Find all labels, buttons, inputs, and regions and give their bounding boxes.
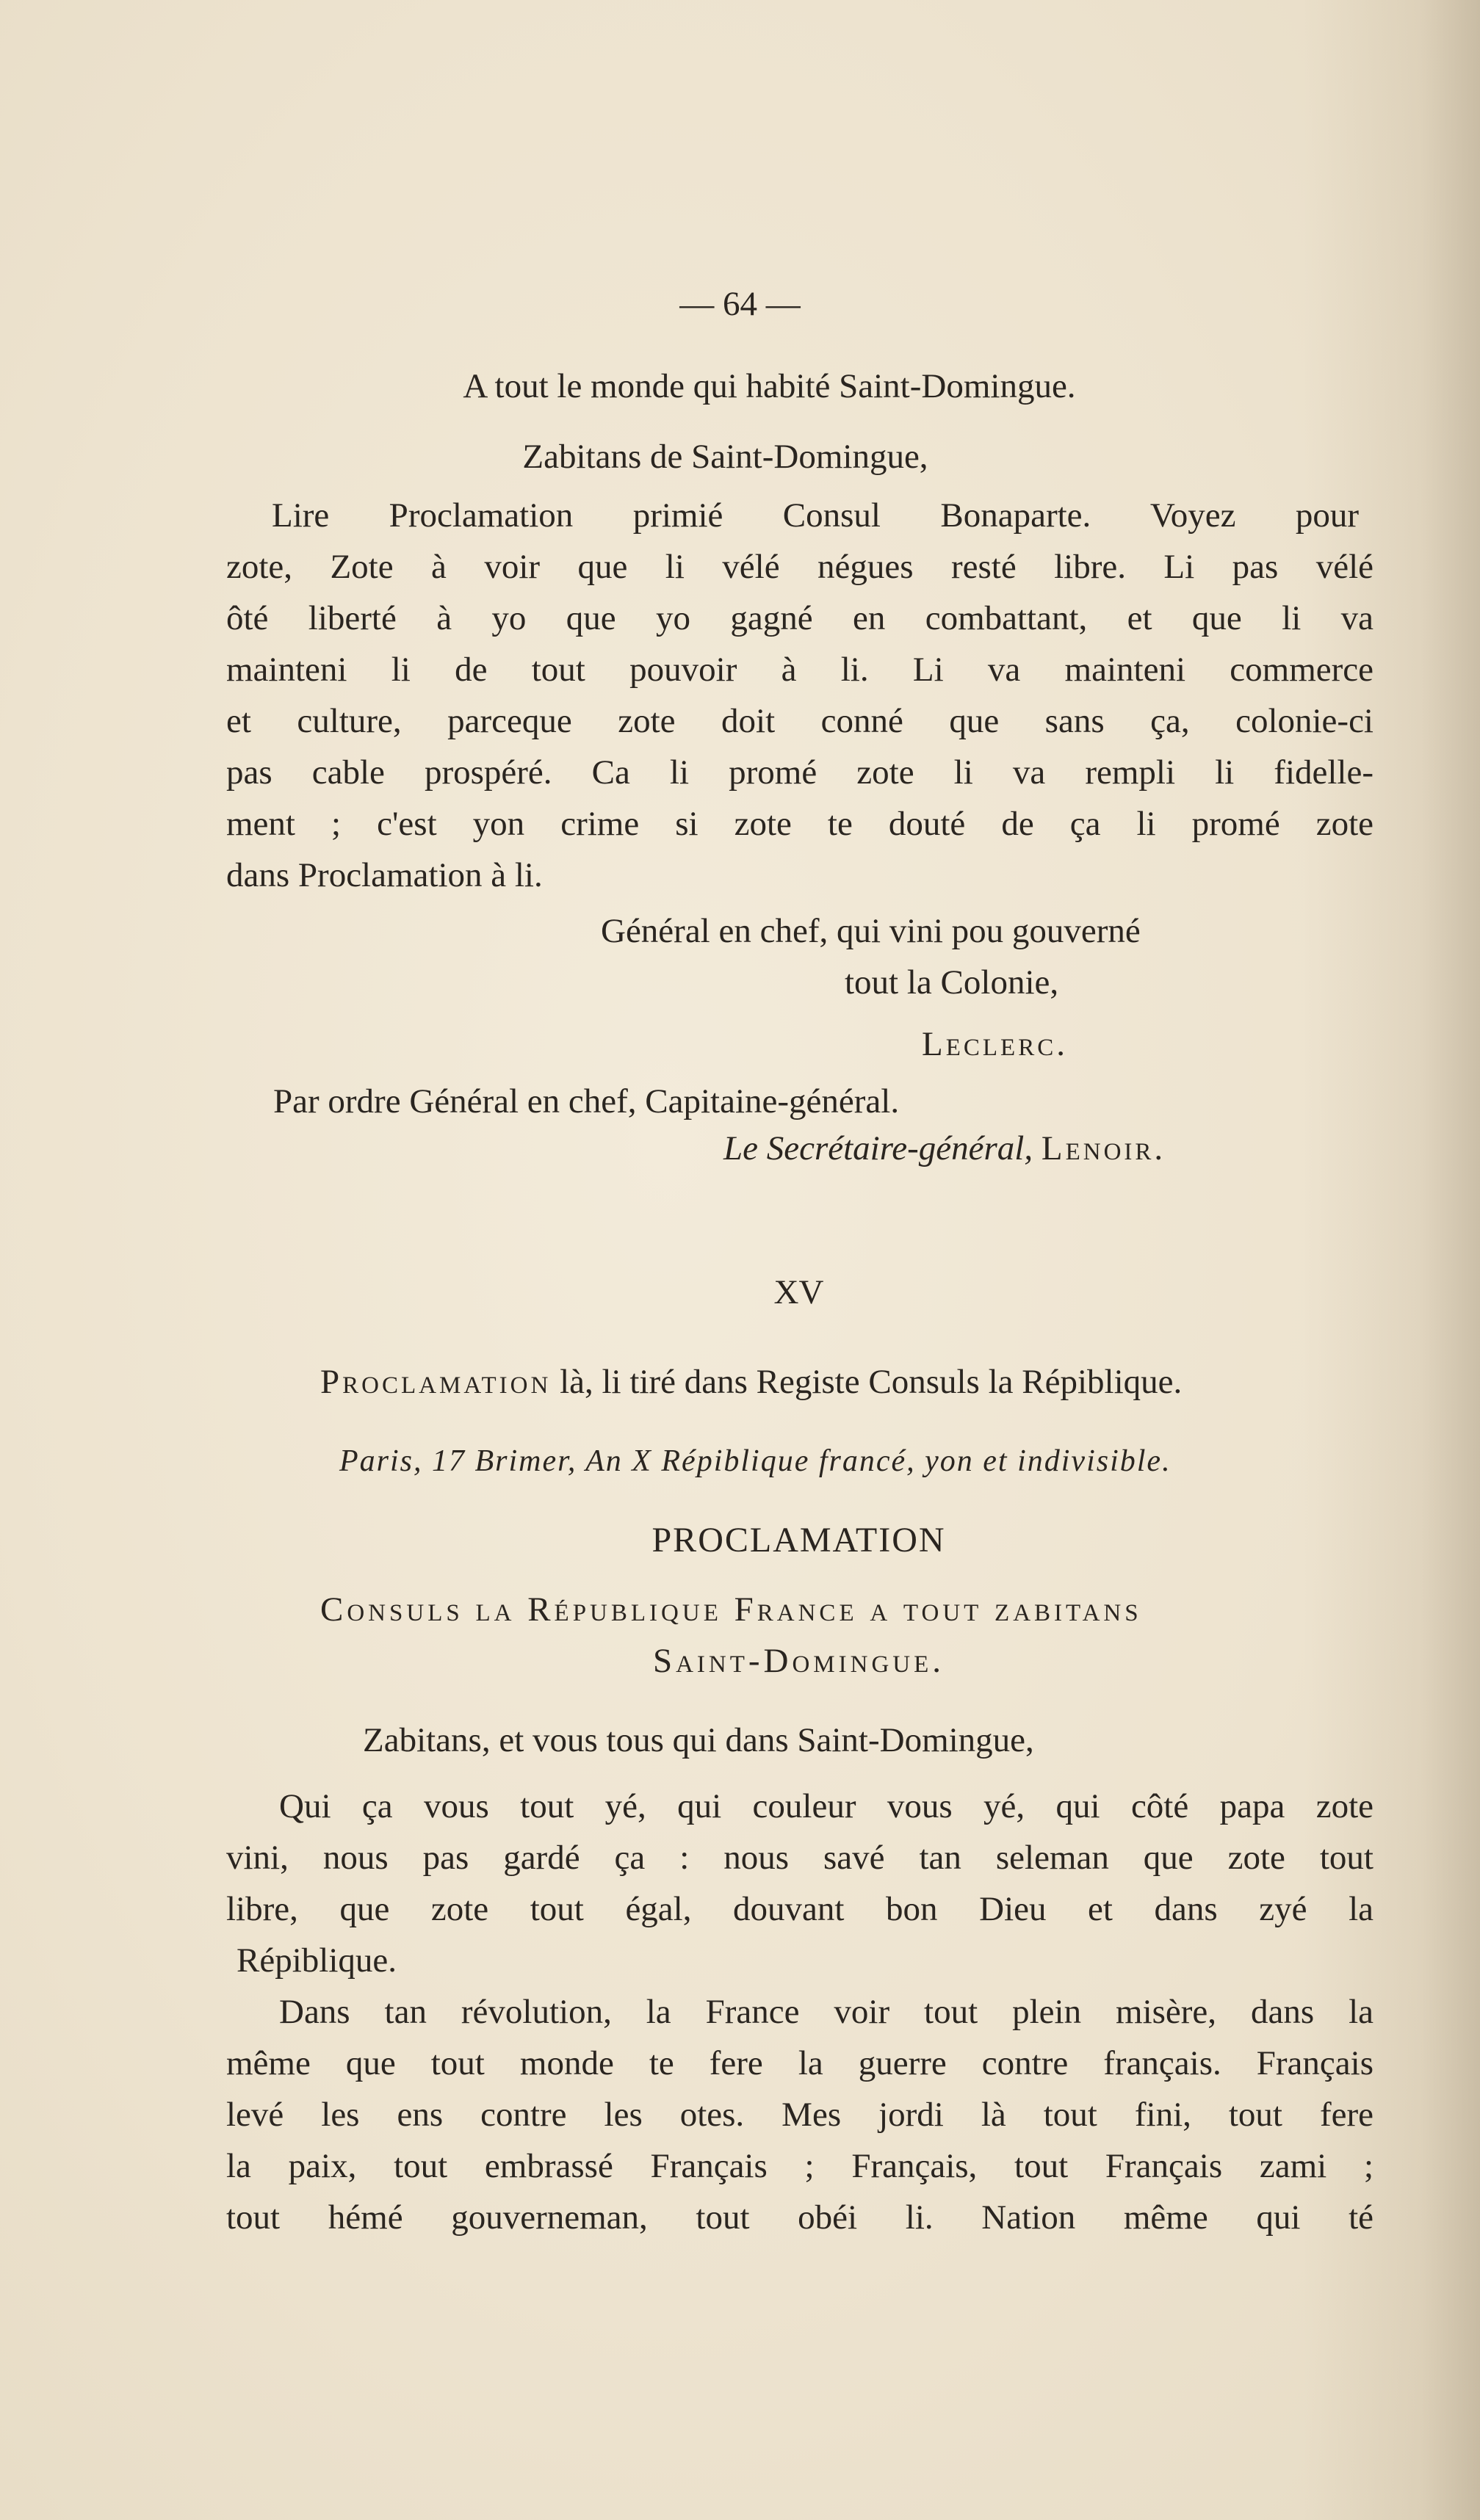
body-line-8: dans Proclamation à li. (226, 856, 543, 894)
salutation: Zabitans de Saint-Domingue, (522, 438, 928, 476)
body-line-4: mainteni li de tout pouvoir à li. Li va mainteni commerce (226, 651, 1373, 689)
section-intro (320, 1360, 1182, 1404)
secretary-line (723, 1126, 1166, 1170)
para2-line-5: tout hémé gouverneman, tout obéi li. Nation même qui té (226, 2198, 1373, 2237)
order-line: Par ordre Général en chef, Capitaine-général. (273, 1082, 900, 1120)
secretary-title: Le Secrétaire-général, (723, 1129, 1033, 1167)
para1-line-3: libre, que zote tout égal, douvant bon Dieu et dans zyé la (226, 1890, 1373, 1928)
subheading-line-2: Saint-Domingue. (652, 1642, 945, 1680)
para1-line-1: Qui ça vous tout yé, qui couleur vous yé, qui côté papa zote (279, 1787, 1373, 1825)
secretary-name: Lenoir. (1041, 1129, 1166, 1167)
signature-title-1: Général en chef, qui vini pou gouverné (601, 912, 1141, 950)
body-line-3: ôté liberté à yo que yo gagné en combattant, et que li va (226, 599, 1373, 637)
body-line-2: zote, Zote à voir que li vélé négues resté libre. Li pas vélé (226, 548, 1373, 586)
para2-line-3: levé les ens contre les otes. Mes jordi là tout fini, tout fere (226, 2096, 1373, 2134)
body-line-6: pas cable prospéré. Ca li promé zote li va rempli li fidelle- (226, 753, 1373, 792)
section-number: XV (773, 1273, 824, 1311)
section-intro-rest: là, li tiré dans Registe Consuls la Répiblique. (551, 1363, 1183, 1401)
address-line: A tout le monde qui habité Saint-Domingue. (463, 367, 1076, 405)
para1-line-4: Répiblique. (237, 1941, 397, 1980)
dateline: Paris, 17 Brimer, An X Répiblique francé, yon et indivisible. (339, 1444, 1172, 1478)
section-intro-lead: Proclamation (320, 1363, 552, 1401)
body-line-7: ment ; c'est yon crime si zote te douté de ça li promé zote (226, 805, 1373, 843)
proclamation-heading: PROCLAMATION (651, 1521, 946, 1560)
signature-title-2: tout la Colonie, (845, 963, 1059, 1002)
para1-line-2: vini, nous pas gardé ça : nous savé tan seleman que zote tout (226, 1839, 1373, 1877)
para2-line-2: même que tout monde te fere la guerre contre français. Français (226, 2044, 1373, 2082)
subheading-line-1: Consuls la République France a tout zabitans (320, 1590, 1142, 1629)
body-line-5: et culture, parceque zote doit conné que sans ça, colonie-ci (226, 702, 1373, 740)
address-2: Zabitans, et vous tous qui dans Saint-Domingue, (363, 1721, 1034, 1759)
page-number: — 64 — (679, 285, 801, 323)
para2-line-1: Dans tan révolution, la France voir tout plein misère, dans la (279, 1993, 1373, 2031)
body-line-1: Lire Proclamation primié Consul Bonaparte. Voyez pour (272, 496, 1359, 535)
para2-line-4: la paix, tout embrassé Français ; Français, tout Français zami ; (226, 2147, 1373, 2185)
signature-name: Leclerc. (922, 1025, 1068, 1063)
